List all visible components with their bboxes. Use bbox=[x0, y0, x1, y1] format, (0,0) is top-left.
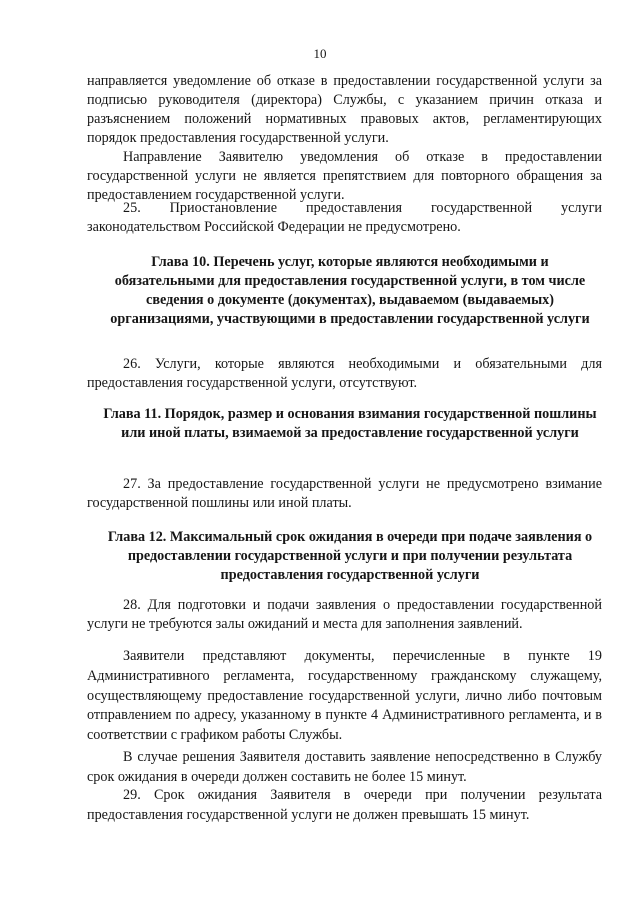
paragraph-text: 27. За предоставление государственной услуги не предусмотрено взимание государственной пошлины или иной платы. bbox=[87, 476, 602, 511]
paragraph-text: В случае решения Заявителя доставить заявление непосредственно в Службу срок ожидания в очереди должен составить не более 15 минут. bbox=[87, 749, 602, 785]
paragraph-direct-delivery bbox=[87, 748, 602, 788]
paragraph-29 bbox=[87, 786, 602, 826]
paragraph-refusal-notice bbox=[87, 72, 602, 148]
paragraph-text: 26. Услуги, которые являются необходимыми и обязательными для предоставления государственной услуги, отсутствуют. bbox=[87, 356, 602, 391]
paragraph-text: 25. Приостановление предоставления государственной услуги законодательством Российской Федерации не предусмотрено. bbox=[87, 200, 602, 235]
paragraph-27 bbox=[87, 475, 602, 513]
page-number: 10 bbox=[313, 46, 327, 61]
paragraph-28 bbox=[87, 596, 602, 634]
chapter-12-heading: Глава 12. Максимальный срок ожидания в очереди при подаче заявления о предоставлении государственной услуги и при получении результата предоставления государственной услуги bbox=[107, 529, 593, 583]
paragraph-text: Направление Заявителю уведомления об отказе в предоставлении государственной услуги не является препятствием для повторного обращения за предоставлением государственной услуги. bbox=[87, 149, 602, 203]
paragraph-25 bbox=[87, 199, 602, 237]
paragraph-text: 28. Для подготовки и подачи заявления о предоставлении государственной услуги не требуются залы ожиданий и места для заполнения заявлений. bbox=[87, 597, 602, 632]
chapter-11-heading: Глава 11. Порядок, размер и основания взимания государственной пошлины или иной платы, взимаемой за предоставление государственной услуги bbox=[103, 406, 597, 441]
chapter-10-heading: Глава 10. Перечень услуг, которые являются необходимыми и обязательными для предоставления государственной услуги, в том числе сведения о документе (документах), выдаваемом (выдаваемых) организациями, участвующими в предоставлении государственной услуги bbox=[110, 254, 590, 327]
paragraph-text: направляется уведомление об отказе в предоставлении государственной услуги за подписью руководителя (директора) Службы, с указанием причин отказа и разъяснением положений нормативных правовых актов, регламентирующих порядок предоставления государственной услуги. bbox=[87, 73, 602, 146]
paragraph-notice-direction bbox=[87, 148, 602, 205]
paragraph-text: Заявители представляют документы, перечисленные в пункте 19 Административного регламента, государственному гражданскому служащему, осуществляющему предоставление государственной услуги, лично либо почтовым отправлением по адресу, указанному в пункте 4 Административного регламента, и в соответствии с графиком работы Службы. bbox=[87, 648, 602, 744]
paragraph-text: 29. Срок ожидания Заявителя в очереди при получении результата предоставления государственной услуги не должен превышать 15 минут. bbox=[87, 787, 602, 823]
paragraph-26 bbox=[87, 355, 602, 393]
paragraph-applicants bbox=[87, 647, 602, 746]
